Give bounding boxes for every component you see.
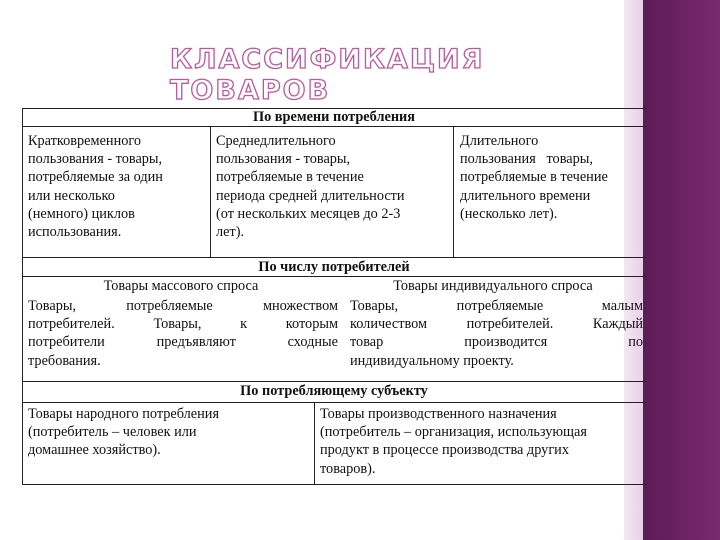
decorative-stripe bbox=[643, 0, 720, 540]
cell-line: (потребитель – организация, использующая bbox=[320, 424, 587, 441]
section-heading-number-of-consumers: По числу потребителей bbox=[258, 259, 410, 275]
cell-line: индивидуальному проекту. bbox=[350, 352, 514, 369]
cell-short-term bbox=[28, 132, 208, 241]
cell-line: лет). bbox=[216, 224, 245, 241]
cell-line: Длительного bbox=[460, 133, 539, 149]
cell-line: потребителей. Товары, к которым bbox=[28, 316, 338, 333]
cell-long-term bbox=[460, 132, 642, 223]
cell-line: (немного) циклов bbox=[28, 205, 135, 222]
cell-line: домашнее хозяйство). bbox=[28, 442, 161, 459]
cell-line: Товары народного потребления bbox=[28, 406, 220, 422]
cell-line: товар производится по bbox=[350, 334, 643, 351]
cell-industrial-goods bbox=[320, 405, 644, 478]
cell-line: потребители предъявляют сходные bbox=[28, 334, 338, 351]
cell-line: потребляемые в течение bbox=[216, 169, 364, 186]
cell-line: Среднедлительного bbox=[216, 133, 336, 149]
cell-line: Товары, потребляемые малым bbox=[350, 298, 643, 314]
cell-line: продукт в процессе производства других bbox=[320, 442, 569, 459]
classification-table bbox=[22, 108, 646, 486]
cell-medium-term bbox=[216, 132, 450, 241]
cell-line: потребляемые в течение bbox=[460, 169, 608, 186]
cell-line: длительного времени bbox=[460, 187, 591, 204]
cell-line: или несколько bbox=[28, 187, 115, 204]
cell-individual-demand bbox=[350, 297, 643, 370]
column-divider bbox=[453, 126, 454, 257]
cell-line: потребляемые за один bbox=[28, 169, 163, 186]
cell-consumer-goods bbox=[28, 405, 312, 460]
column-divider bbox=[210, 126, 211, 257]
cell-line: периода средней длительности bbox=[216, 187, 405, 204]
column-divider bbox=[314, 402, 315, 484]
cell-line: требования. bbox=[28, 352, 101, 369]
cell-line: пользования товары, bbox=[460, 151, 593, 168]
table-border-bottom bbox=[22, 484, 646, 485]
cell-line: пользования - товары, bbox=[216, 151, 351, 168]
cell-mass-demand bbox=[28, 297, 338, 370]
slide-title: КЛАССИФИКАЦИЯ ТОВАРОВ bbox=[170, 44, 485, 106]
cell-line: Кратковременного bbox=[28, 133, 142, 149]
cell-line: пользования - товары, bbox=[28, 151, 163, 168]
cell-line: (потребитель – человек или bbox=[28, 424, 197, 441]
mass-demand-title: Товары массового спроса bbox=[103, 278, 259, 294]
cell-line: (от нескольких месяцев до 2-3 bbox=[216, 205, 401, 222]
section-heading-consumption-time: По времени потребления bbox=[252, 109, 416, 125]
section-heading-consuming-subject: По потребляющему субъекту bbox=[240, 383, 428, 399]
cell-line: использования. bbox=[28, 224, 122, 241]
cell-line: товаров). bbox=[320, 460, 376, 477]
cell-line: (несколько лет). bbox=[460, 205, 558, 222]
table-border-left bbox=[22, 108, 23, 485]
cell-line: количеством потребителей. Каждый bbox=[350, 316, 643, 333]
cell-line: Товары производственного назначения bbox=[320, 406, 557, 422]
individual-demand-title: Товары индивидуального спроса bbox=[393, 278, 593, 294]
cell-line: Товары, потребляемые множеством bbox=[28, 298, 338, 314]
table-rule bbox=[22, 402, 646, 403]
